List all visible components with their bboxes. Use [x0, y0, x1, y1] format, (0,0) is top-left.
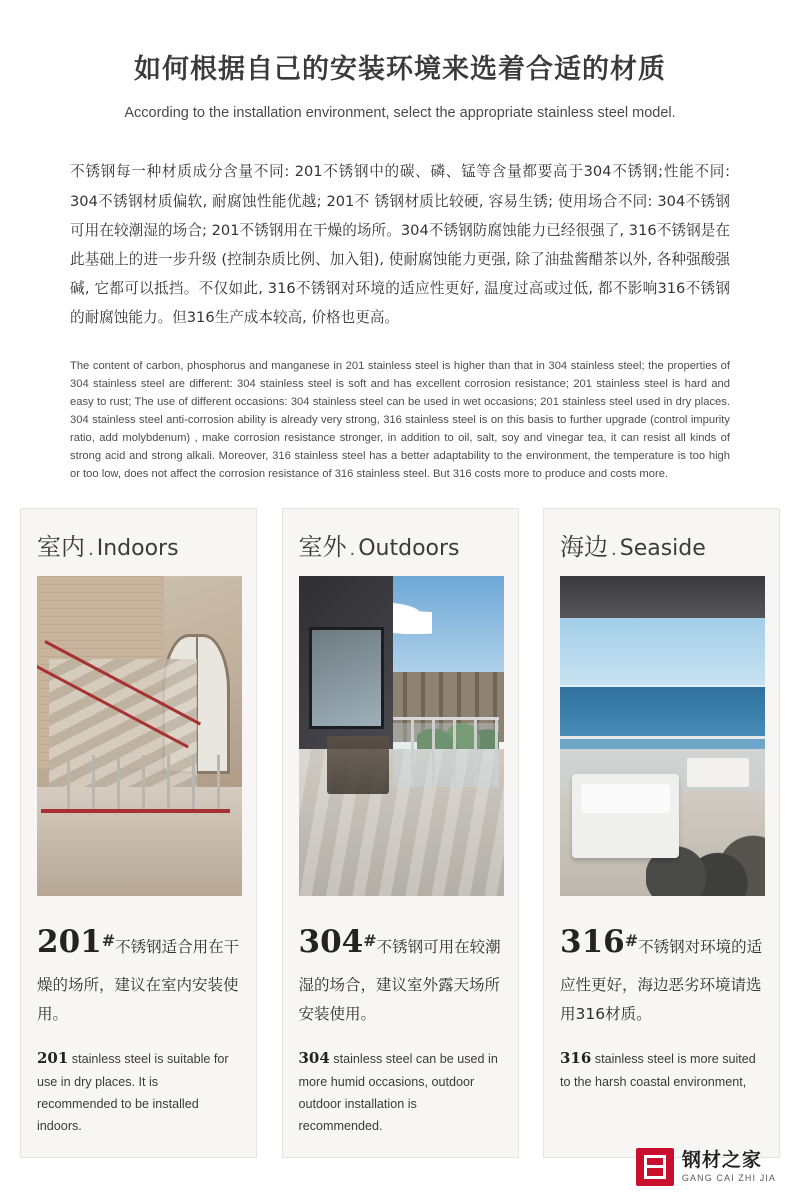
- card-desc-cn-seaside: [560, 914, 763, 1029]
- material-card-list: [20, 508, 780, 1158]
- seaside-terrace-photo: [560, 576, 765, 896]
- grade-number-304: 304: [298, 924, 364, 960]
- card-title-dot: .: [349, 539, 356, 560]
- card-desc-en-text: stainless steel is suitable for use in dry places. It is recommended to be installed indoors.: [37, 1051, 229, 1133]
- material-card-seaside[interactable]: [543, 508, 780, 1158]
- card-title-cn: 室外: [298, 533, 347, 561]
- body-content: [70, 157, 730, 483]
- logo-name-cn: 钢材之家: [681, 1149, 762, 1172]
- grade-hash-icon: #: [101, 930, 116, 950]
- grade-number-316: 316: [560, 924, 625, 960]
- outdoor-balcony-photo: [299, 576, 504, 896]
- card-title-indoors: [37, 527, 240, 562]
- grade-number-en-316: 316: [560, 1048, 592, 1067]
- card-title-cn: 室内: [37, 533, 85, 561]
- card-desc-en-text: stainless steel is more suited to the harsh coastal environment,: [560, 1051, 756, 1089]
- card-desc-cn-indoors: [37, 914, 240, 1029]
- logo-text: [682, 1150, 776, 1184]
- grade-hash-icon: #: [363, 930, 377, 950]
- card-desc-cn-outdoors: [299, 914, 502, 1029]
- grade-number-201: 201: [37, 924, 102, 960]
- paragraph-english: The content of carbon, phosphorus and manganese in 201 stainless steel is higher than that in 304 stainless steel; the properties of 304 stainless steel are different: 304 stainless steel is soft and has excellent corrosion resistance; 201 stainless steel is hard and easy to rust; The use of different occasions: 304 stainless steel can be used in wet occasions; 201 stainless steel used in dry places. 304 stainless steel anti-corrosion ability is already very strong, 316 stainless steel is on this basis to further upgrade (control impurity ratio, add molybdenum) , make corrosion resistance stronger, in addition to oil, salt, soy and vinegar tea, it can resist all kinds of strong acid and strong alkali. Moreover, 316 stainless steel has a better adaptability to the environment, the temperature is too high or too low, does not affect the corrosion resistance of 316 stainless steel. But 316 costs more to produce and costs more.: [70, 359, 730, 481]
- grade-hash-icon: #: [624, 930, 639, 950]
- logo-name-en: GANG CAI ZHI JIA: [681, 1173, 776, 1183]
- brand-logo[interactable]: [636, 1148, 776, 1186]
- logo-mark-icon: [636, 1148, 674, 1186]
- paragraph-chinese: 不锈钢每一种材质成分含量不同: 201不锈钢中的碳、磷、锰等含量都要高于304不锈钢;性能不同: 304不锈钢材质偏软, 耐腐蚀性能优越; 201不 锈钢材质比较硬, 容易生锈; 使用场合不同: 304不锈钢可用在较潮湿的场合; 201不锈钢用在干燥的场所。304不锈钢防腐蚀能力已经很强了, 316不锈钢是在此基础上的进一步升级 (控制杂质比例、加入钼), 使耐腐蚀能力更强, 除了油盐酱醋茶以外, 各种强酸强碱, 它都可以抵挡。不仅如此, 316不锈钢对环境的适应性更好, 温度过高或过低, 都不影响316不锈钢的耐腐蚀能力。但316生产成本较高, 价格也更高。: [70, 163, 730, 327]
- indoor-staircase-photo: [37, 576, 242, 896]
- card-title-cn: 海边: [560, 533, 608, 561]
- card-title-seaside: [560, 527, 763, 562]
- page-header: [0, 0, 800, 123]
- page-title: 如何根据自己的安装环境来选着合适的材质: [134, 54, 666, 85]
- card-title-outdoors: [299, 527, 502, 562]
- material-card-outdoors[interactable]: [282, 508, 519, 1158]
- card-desc-cn-text: 不锈钢适合用在干燥的场所，建议在室内安装使用。: [37, 938, 240, 1024]
- card-desc-en-outdoors: [299, 1045, 502, 1137]
- card-title-dot: .: [88, 539, 94, 560]
- card-desc-cn-text: 不锈钢可用在较潮湿的场合，建议室外露天场所安装使用。: [298, 938, 501, 1024]
- page-subtitle: According to the installation environment, select the appropriate stainless steel model.: [110, 103, 689, 123]
- card-title-en: Seaside: [619, 536, 706, 561]
- grade-number-en-304: 304: [298, 1048, 330, 1067]
- card-desc-en-seaside: [560, 1045, 763, 1093]
- card-title-dot: .: [611, 539, 617, 560]
- grade-number-en-201: 201: [37, 1048, 69, 1067]
- card-desc-cn-text: 不锈钢对环境的适应性更好，海边恶劣环境请选用316材质。: [560, 938, 763, 1024]
- material-card-indoors[interactable]: [20, 508, 257, 1158]
- card-title-en: Indoors: [96, 536, 179, 561]
- card-desc-en-indoors: [37, 1045, 240, 1137]
- card-title-en: Outdoors: [358, 536, 460, 561]
- card-desc-en-text: stainless steel can be used in more humid occasions, outdoor outdoor installation is recommended.: [298, 1051, 498, 1133]
